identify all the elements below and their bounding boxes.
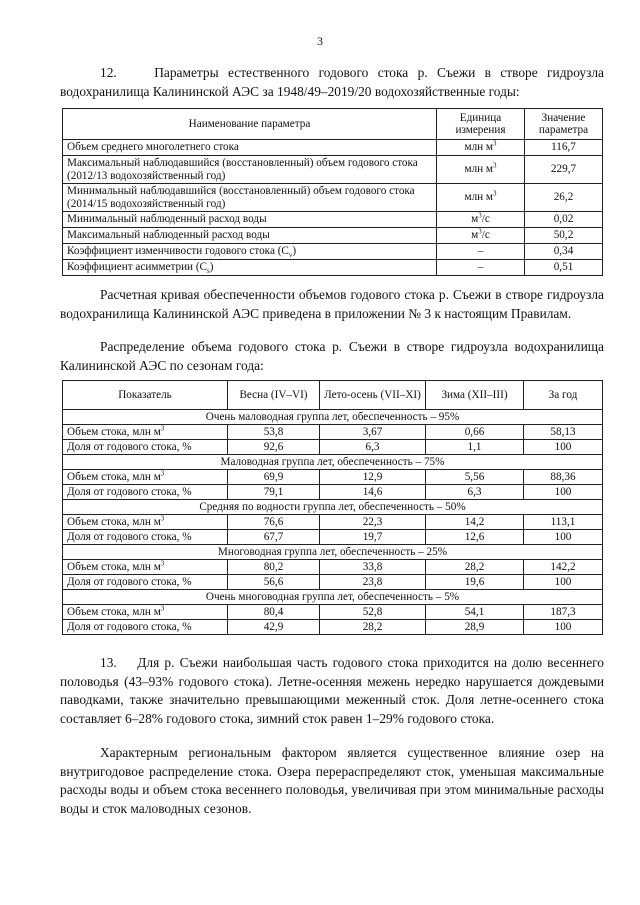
group-header-row bbox=[63, 455, 603, 470]
group-title: Многоводная группа лет, обеспеченность – 25% bbox=[63, 545, 603, 560]
parameter-name-cell bbox=[63, 156, 437, 184]
share-value-cell: 42,9 bbox=[228, 620, 320, 635]
table-header-row bbox=[63, 381, 603, 410]
value-cell: 116,7 bbox=[525, 140, 603, 156]
share-value-cell: 23,8 bbox=[320, 575, 426, 590]
volume-label: Объем стока, млн м bbox=[67, 515, 161, 528]
parameter-name-cell bbox=[63, 212, 437, 228]
unit-superscript: 3 bbox=[160, 424, 165, 433]
group-title: Очень многоводная группа лет, обеспеченность – 5% bbox=[63, 590, 603, 605]
unit-text: млн м bbox=[464, 191, 494, 204]
share-label: Доля от годового стока, % bbox=[67, 530, 192, 543]
distribution-paragraph bbox=[60, 338, 604, 375]
unit-cell bbox=[437, 184, 525, 212]
volume-value-cell: 14,2 bbox=[426, 515, 524, 530]
parameters-table bbox=[62, 108, 603, 276]
parameter-name-cell bbox=[63, 184, 437, 212]
header-indicator: Показатель bbox=[63, 381, 228, 410]
volume-value-cell: 142,2 bbox=[524, 560, 603, 575]
parameter-name-tail: ) bbox=[292, 245, 297, 258]
section-13-text: Для р. Съежи наибольшая часть годового стока приходится на долю весеннего половодья (43–93% годового стока). Летне-осенняя межень нередко нарушается дождевыми паводками, также значительно превышающими меженный сток. Доля летне-осеннего стока составляет 6–28% годового стока, зимний сток равен 1–29% годового стока. bbox=[60, 655, 604, 726]
unit-cell bbox=[437, 244, 525, 260]
unit-cell bbox=[437, 140, 525, 156]
table-row bbox=[63, 560, 603, 575]
curve-paragraph bbox=[60, 286, 604, 323]
header-parameter-name: Наименование параметра bbox=[63, 109, 437, 140]
group-title: Маловодная группа лет, обеспеченность – 75% bbox=[63, 455, 603, 470]
table-row bbox=[63, 530, 603, 545]
table-row bbox=[63, 425, 603, 440]
volume-value-cell: 69,9 bbox=[228, 470, 320, 485]
table-row bbox=[63, 440, 603, 455]
section-13-number: 13. bbox=[100, 655, 117, 670]
share-label-cell bbox=[63, 440, 228, 455]
table-row bbox=[63, 228, 603, 244]
share-value-cell: 14,6 bbox=[320, 485, 426, 500]
volume-label: Объем стока, млн м bbox=[67, 470, 161, 483]
unit-tail: /с bbox=[481, 229, 490, 242]
table-row bbox=[63, 470, 603, 485]
regional-paragraph bbox=[60, 744, 604, 818]
share-label-cell bbox=[63, 530, 228, 545]
share-value-cell: 100 bbox=[524, 440, 603, 455]
volume-label-cell bbox=[63, 515, 228, 530]
unit-superscript: 3 bbox=[160, 559, 165, 568]
volume-value-cell: 12,9 bbox=[320, 470, 426, 485]
unit-text: млн м bbox=[464, 163, 494, 176]
share-label: Доля от годового стока, % bbox=[67, 575, 192, 588]
volume-value-cell: 80,2 bbox=[228, 560, 320, 575]
share-label: Доля от годового стока, % bbox=[67, 440, 192, 453]
unit-cell bbox=[437, 260, 525, 276]
volume-label-cell bbox=[63, 470, 228, 485]
parameter-name: Минимальный наблюденный расход воды bbox=[67, 213, 267, 226]
unit-superscript: 3 bbox=[493, 189, 497, 198]
unit-superscript: 3 bbox=[160, 514, 165, 523]
parameter-name: Максимальный наблюденный расход воды bbox=[67, 229, 270, 242]
unit-cell bbox=[437, 156, 525, 184]
volume-value-cell: 187,3 bbox=[524, 605, 603, 620]
group-header-row bbox=[63, 500, 603, 515]
table-header-row bbox=[63, 109, 603, 140]
value-cell: 229,7 bbox=[525, 156, 603, 184]
parameter-subscript: v bbox=[288, 251, 293, 260]
volume-label-cell bbox=[63, 425, 228, 440]
share-label: Доля от годового стока, % bbox=[67, 485, 192, 498]
table-row bbox=[63, 212, 603, 228]
volume-value-cell: 88,36 bbox=[524, 470, 603, 485]
share-value-cell: 19,7 bbox=[320, 530, 426, 545]
table-row bbox=[63, 244, 603, 260]
curve-paragraph-text: Расчетная кривая обеспеченности объемов годового стока р. Съежи в створе гидроузла водохранилища Калининской АЭС приведена в приложении № 3 к настоящим Правилам. bbox=[60, 287, 604, 321]
volume-value-cell: 53,8 bbox=[228, 425, 320, 440]
header-year: За год bbox=[524, 381, 603, 410]
group-header-row bbox=[63, 410, 603, 425]
section-13-paragraph bbox=[60, 654, 604, 728]
regional-paragraph-text: Характерным региональным фактором является существенное влияние озер на внутригодовое распределение стока. Озера перераспределяют сток, уменьшая максимальные расходы воды и объем стока весеннего половодья, увеличивая при этом минимальные расходы воды и сток маловодных сезонов. bbox=[60, 745, 604, 816]
volume-label: Объем стока, млн м bbox=[67, 560, 161, 573]
volume-value-cell: 52,8 bbox=[320, 605, 426, 620]
share-value-cell: 28,9 bbox=[426, 620, 524, 635]
share-value-cell: 100 bbox=[524, 620, 603, 635]
volume-value-cell: 3,67 bbox=[320, 425, 426, 440]
share-value-cell: 56,6 bbox=[228, 575, 320, 590]
volume-label: Объем стока, млн м bbox=[67, 425, 161, 438]
unit-text: м bbox=[471, 213, 479, 226]
distribution-paragraph-text: Распределение объема годового стока р. Съежи в створе гидроузла водохранилища Калининской АЭС по сезонам года: bbox=[60, 339, 604, 373]
table-row bbox=[63, 485, 603, 500]
share-label-cell bbox=[63, 575, 228, 590]
share-value-cell: 19,6 bbox=[426, 575, 524, 590]
table-row bbox=[63, 605, 603, 620]
share-value-cell: 92,6 bbox=[228, 440, 320, 455]
value-cell: 0,51 bbox=[525, 260, 603, 276]
volume-value-cell: 54,1 bbox=[426, 605, 524, 620]
share-label: Доля от годового стока, % bbox=[67, 620, 192, 633]
volume-value-cell: 58,13 bbox=[524, 425, 603, 440]
group-title: Средняя по водности группа лет, обеспеченность – 50% bbox=[63, 500, 603, 515]
unit-superscript: 3 bbox=[478, 227, 482, 236]
table-row bbox=[63, 575, 603, 590]
parameter-name-cell bbox=[63, 228, 437, 244]
volume-label: Объем стока, млн м bbox=[67, 605, 161, 618]
share-value-cell: 100 bbox=[524, 530, 603, 545]
page-number: 3 bbox=[317, 34, 323, 48]
volume-value-cell: 0,66 bbox=[426, 425, 524, 440]
header-spring: Весна (IV–VI) bbox=[228, 381, 320, 410]
section-12-heading bbox=[60, 64, 604, 101]
header-value: Значение параметра bbox=[525, 109, 603, 140]
volume-value-cell: 80,4 bbox=[228, 605, 320, 620]
volume-value-cell: 5,56 bbox=[426, 470, 524, 485]
value-cell: 0,02 bbox=[525, 212, 603, 228]
share-value-cell: 6,3 bbox=[426, 485, 524, 500]
share-value-cell: 100 bbox=[524, 575, 603, 590]
parameter-name-cell bbox=[63, 244, 437, 260]
share-value-cell: 100 bbox=[524, 485, 603, 500]
section-12-number: 12. bbox=[100, 65, 117, 80]
header-unit: Единица измерения bbox=[437, 109, 525, 140]
seasonal-distribution-table bbox=[62, 380, 603, 635]
header-summer-autumn: Лето-осень (VII–XI) bbox=[320, 381, 426, 410]
header-winter: Зима (XII–III) bbox=[426, 381, 524, 410]
unit-cell bbox=[437, 228, 525, 244]
share-value-cell: 28,2 bbox=[320, 620, 426, 635]
unit-superscript: 3 bbox=[160, 469, 165, 478]
unit-superscript: 3 bbox=[493, 139, 497, 148]
share-value-cell: 1,1 bbox=[426, 440, 524, 455]
table-row bbox=[63, 260, 603, 276]
share-value-cell: 67,7 bbox=[228, 530, 320, 545]
share-label-cell bbox=[63, 485, 228, 500]
parameter-name: Коэффициент изменчивости годового стока (C bbox=[67, 245, 289, 258]
group-title: Очень маловодная группа лет, обеспеченность – 95% bbox=[63, 410, 603, 425]
unit-cell bbox=[437, 212, 525, 228]
parameter-name-cell bbox=[63, 260, 437, 276]
unit-text: млн м bbox=[464, 141, 494, 154]
unit-text: м bbox=[471, 229, 479, 242]
table-row bbox=[63, 140, 603, 156]
unit-text: – bbox=[477, 245, 484, 258]
section-12-text: Параметры естественного годового стока р. Съежи в створе гидроузла водохранилища Калининской АЭС за 1948/49–2019/20 водохозяйственные годы: bbox=[60, 65, 605, 99]
share-value-cell: 12,6 bbox=[426, 530, 524, 545]
volume-label-cell bbox=[63, 560, 228, 575]
group-header-row bbox=[63, 590, 603, 605]
parameter-name-tail: ) bbox=[209, 261, 214, 274]
volume-label-cell bbox=[63, 605, 228, 620]
volume-value-cell: 113,1 bbox=[524, 515, 603, 530]
volume-value-cell: 22,3 bbox=[320, 515, 426, 530]
table-row bbox=[63, 184, 603, 212]
parameter-subscript: s bbox=[207, 267, 210, 276]
unit-superscript: 3 bbox=[160, 604, 165, 613]
table-row bbox=[63, 156, 603, 184]
share-value-cell: 6,3 bbox=[320, 440, 426, 455]
value-cell: 26,2 bbox=[525, 184, 603, 212]
volume-value-cell: 33,8 bbox=[320, 560, 426, 575]
value-cell: 0,34 bbox=[525, 244, 603, 260]
parameter-name: Максимальный наблюдавшийся (восстановленный) объем годового стока (2012/13 водохозяйственный год) bbox=[67, 157, 418, 182]
value-cell: 50,2 bbox=[525, 228, 603, 244]
group-header-row bbox=[63, 545, 603, 560]
unit-superscript: 3 bbox=[478, 211, 482, 220]
parameter-name: Коэффициент асимметрии (C bbox=[67, 261, 208, 274]
parameter-name-cell bbox=[63, 140, 437, 156]
parameter-name: Минимальный наблюдавшийся (восстановленный) объем годового стока (2014/15 водохозяйственный год) bbox=[67, 185, 415, 210]
unit-text: – bbox=[477, 261, 484, 274]
unit-superscript: 3 bbox=[493, 161, 497, 170]
volume-value-cell: 76,6 bbox=[228, 515, 320, 530]
volume-value-cell: 28,2 bbox=[426, 560, 524, 575]
parameter-name: Объем среднего многолетнего стока bbox=[67, 141, 239, 154]
unit-tail: /с bbox=[481, 213, 490, 226]
table-row bbox=[63, 620, 603, 635]
share-label-cell bbox=[63, 620, 228, 635]
table-row bbox=[63, 515, 603, 530]
share-value-cell: 79,1 bbox=[228, 485, 320, 500]
